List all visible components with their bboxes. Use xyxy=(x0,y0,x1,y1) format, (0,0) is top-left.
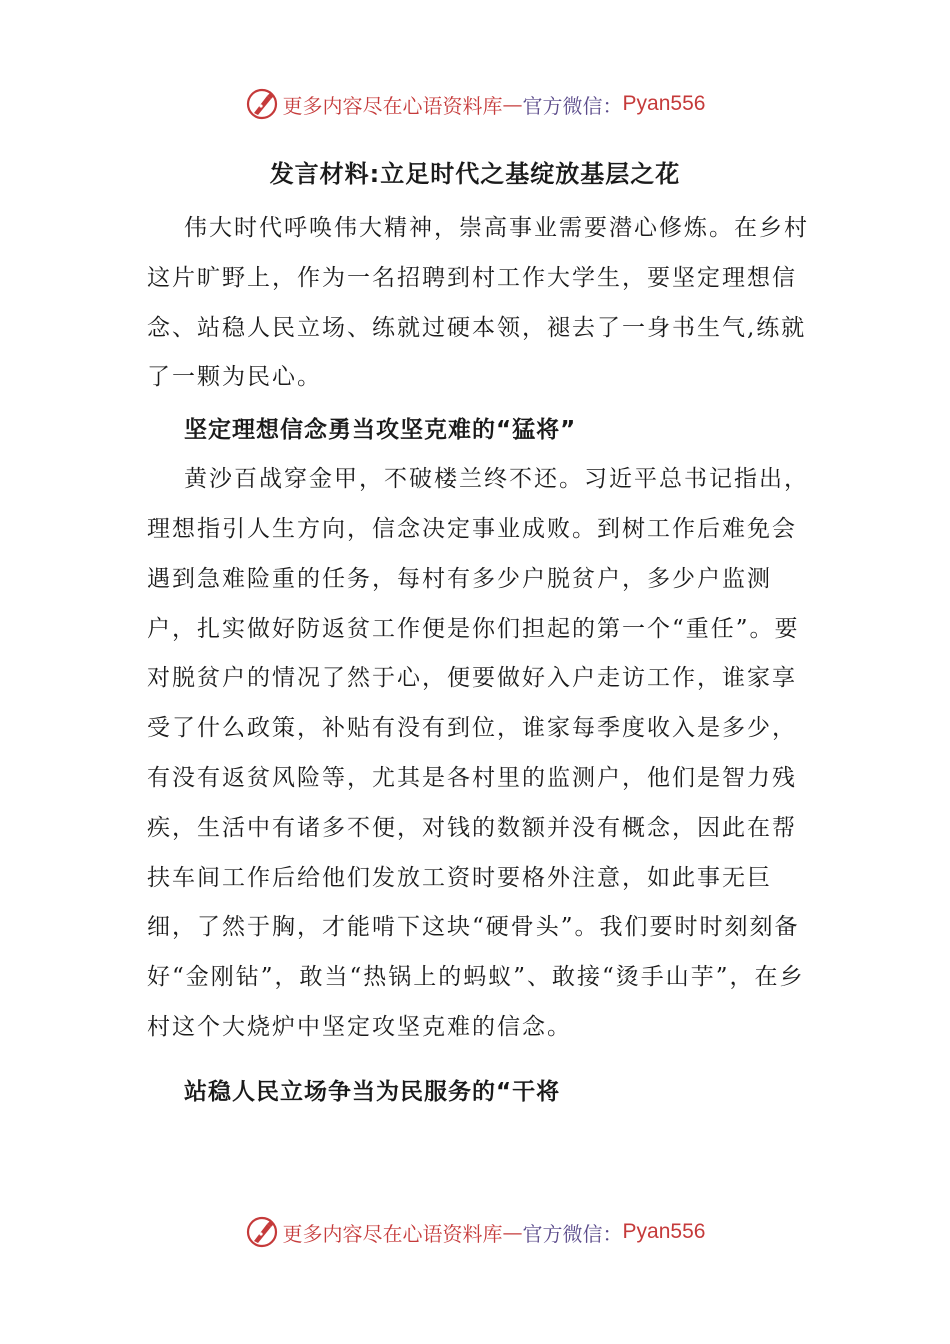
section-heading-1: 坚定理想信念勇当攻坚克难的“猛将” xyxy=(184,417,577,444)
intro-paragraph: 伟大时代呼唤伟大精神，崇高事业需要潜心修炼。在乡村这片旷野上，作为一名招聘到村工作大学生，要坚定理想信念、站稳人民立场、练就过硬本领，褪去了一身书生气,练就了一颗为民心。 xyxy=(147,215,809,391)
watermark-banner-top xyxy=(0,84,950,124)
section-paragraph-1: 黄沙百战穿金甲，不破楼兰终不还。习近平总书记指出，理想指引人生方向，信念决定事业成败。到树工作后难免会遇到急难险重的任务，每村有多少户脱贫户，多少户监测户，扎实做好防返贫工作便是你们担起的第一个“重任”。要对脱贫户的情况了然于心，便要做好入户走访工作，谁家享受了什么政策，补贴有没有到位，谁家每季度收入是多少，有没有返贫风险等，尤其是各村里的监测户，他们是智力残疾，生活中有诸多不便，对钱的数额并没有概念，因此在帮扶车间工作后给他们发放工资时要格外注意，如此事无巨细，了然于胸，才能啃下这块“硬骨头”。我们要时时刻刻备好“金刚钻”，敢当“热锅上的蚂蚁”、敢接“烫手山芋”，在乡村这个大烧炉中坚定攻坚克难的信念。 xyxy=(147,466,809,1040)
section-heading-2: 站稳人民立场争当为民服务的“干将 xyxy=(184,1078,561,1105)
watermark-wechat-id: Pyan556 xyxy=(622,1220,706,1243)
pen-nib-logo-icon xyxy=(245,87,279,121)
watermark-banner-bottom xyxy=(0,1212,950,1252)
watermark-wechat-label: 官方微信： xyxy=(522,93,623,118)
watermark-dash: — xyxy=(502,92,523,116)
document-body xyxy=(147,204,817,1117)
watermark-wechat-id: Pyan556 xyxy=(622,92,706,115)
document-title: 发言材料:立足时代之基绽放基层之花 xyxy=(269,160,681,188)
pen-nib-logo-icon xyxy=(245,1215,279,1249)
watermark-dash: — xyxy=(502,1220,523,1244)
watermark-text: 更多内容尽在心语资料库 xyxy=(282,93,503,118)
watermark-wechat-label: 官方微信： xyxy=(522,1221,623,1246)
watermark-text: 更多内容尽在心语资料库 xyxy=(282,1221,503,1246)
